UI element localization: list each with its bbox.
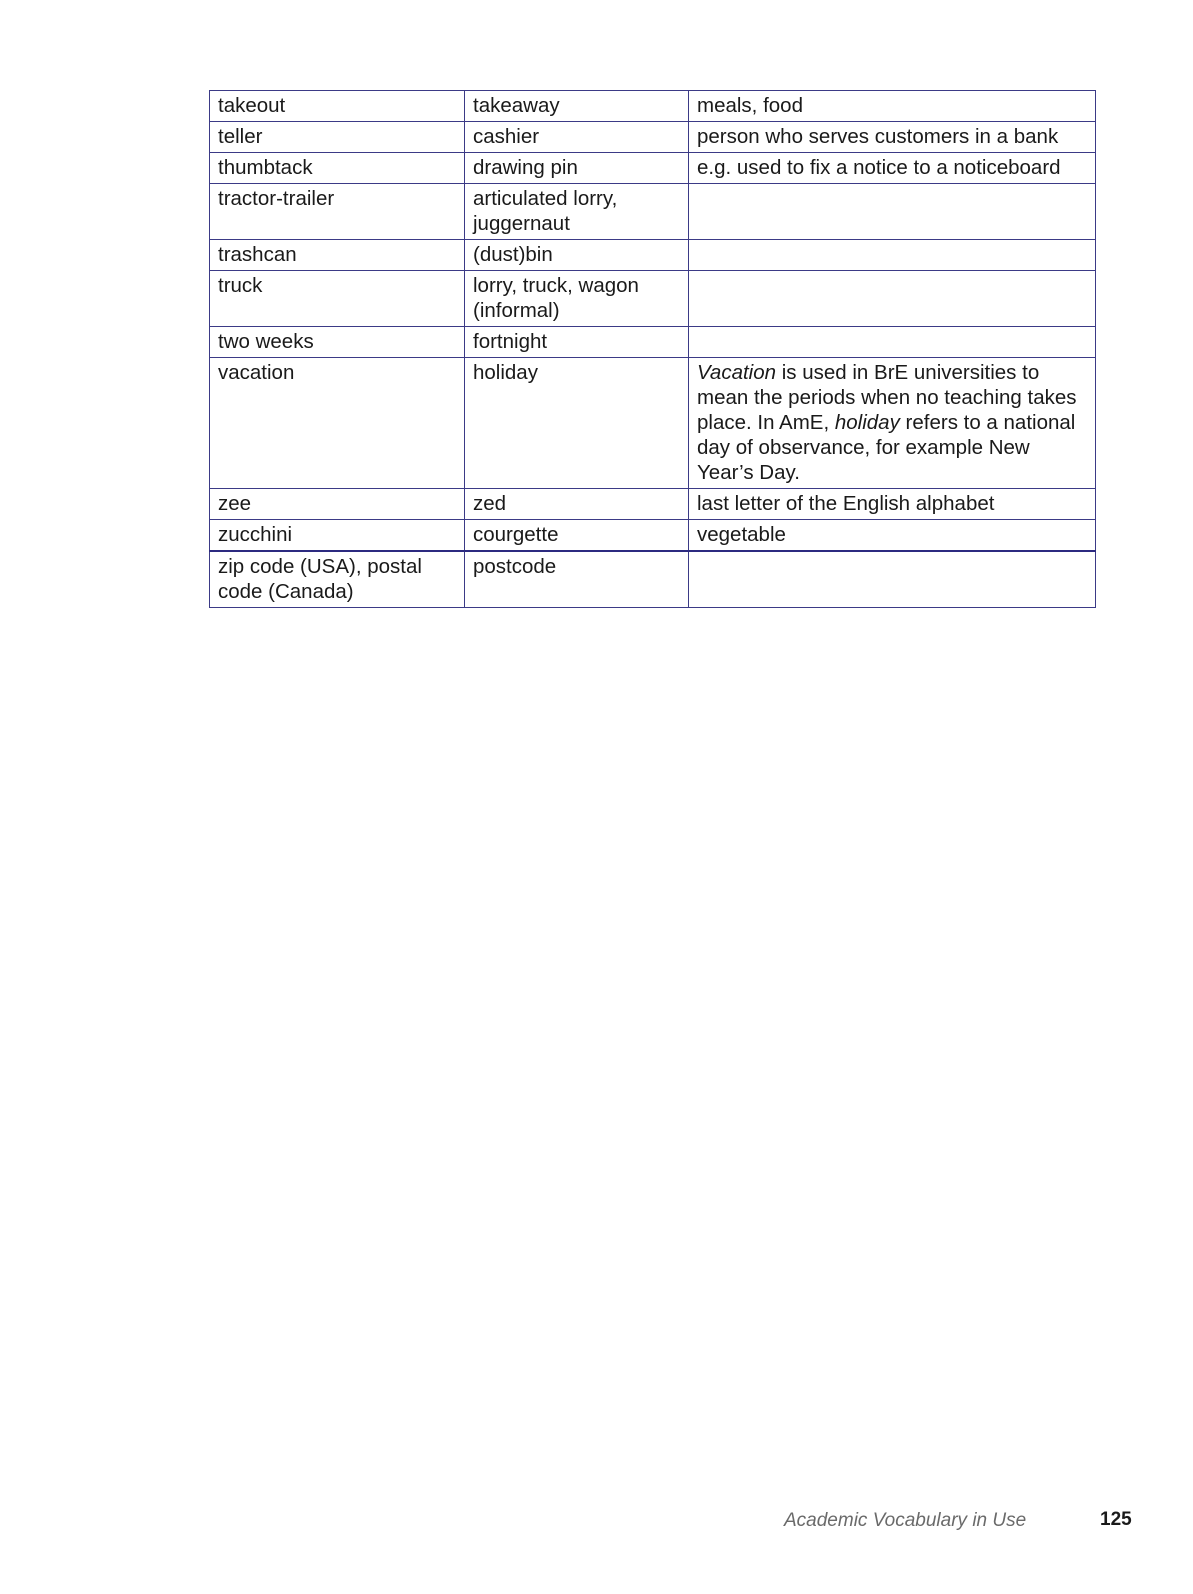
table-row [210,122,1096,153]
table-row [210,489,1096,520]
british-english-cell: holiday [465,358,689,489]
notes-text: vegetable [697,523,786,546]
american-english-cell: takeout [210,91,465,122]
notes-cell [689,520,1096,552]
table-row [210,520,1096,552]
british-english-cell: articulated lorry, juggernaut [465,184,689,240]
american-english-cell: tractor-trailer [210,184,465,240]
table-row [210,91,1096,122]
notes-italic-term: Vacation [697,361,777,384]
notes-cell [689,91,1096,122]
notes-cell [689,327,1096,358]
notes-text: refers to a national day of observance, for example New Year’s Day. [697,411,1076,484]
table-row [210,271,1096,327]
notes-cell [689,184,1096,240]
british-english-cell: (dust)bin [465,240,689,271]
notes-text: e.g. used to fix a notice to a noticeboard [697,156,1061,179]
notes-text: last letter of the English alphabet [697,492,995,515]
american-english-cell: thumbtack [210,153,465,184]
american-english-cell: zee [210,489,465,520]
notes-cell [689,240,1096,271]
table-row [210,153,1096,184]
notes-cell [689,153,1096,184]
notes-text: meals, food [697,94,803,117]
british-english-cell: takeaway [465,91,689,122]
notes-text: person who serves customers in a bank [697,125,1059,148]
british-english-cell: drawing pin [465,153,689,184]
american-english-cell: zip code (USA), postal code (Canada) [210,551,465,608]
notes-cell [689,358,1096,489]
notes-italic-term: holiday [834,411,900,434]
british-english-cell: zed [465,489,689,520]
table-row [210,358,1096,489]
american-english-cell: vacation [210,358,465,489]
page-number: 125 [1100,1509,1132,1530]
notes-cell [689,551,1096,608]
notes-cell [689,122,1096,153]
american-english-cell: zucchini [210,520,465,552]
vocabulary-table [209,90,1096,608]
table-row [210,327,1096,358]
table-row [210,184,1096,240]
table-row [210,551,1096,608]
british-english-cell: postcode [465,551,689,608]
notes-text: is used in BrE universities to mean the periods when no teaching takes place. In AmE, [697,361,1077,434]
notes-cell [689,271,1096,327]
british-english-cell: courgette [465,520,689,552]
notes-cell [689,489,1096,520]
footer-book-title: Academic Vocabulary in Use [784,1510,1027,1531]
american-english-cell: teller [210,122,465,153]
british-english-cell: cashier [465,122,689,153]
american-english-cell: two weeks [210,327,465,358]
american-english-cell: truck [210,271,465,327]
american-english-cell: trashcan [210,240,465,271]
british-english-cell: lorry, truck, wagon (informal) [465,271,689,327]
table-row [210,240,1096,271]
british-english-cell: fortnight [465,327,689,358]
vocabulary-table-body [210,91,1096,608]
